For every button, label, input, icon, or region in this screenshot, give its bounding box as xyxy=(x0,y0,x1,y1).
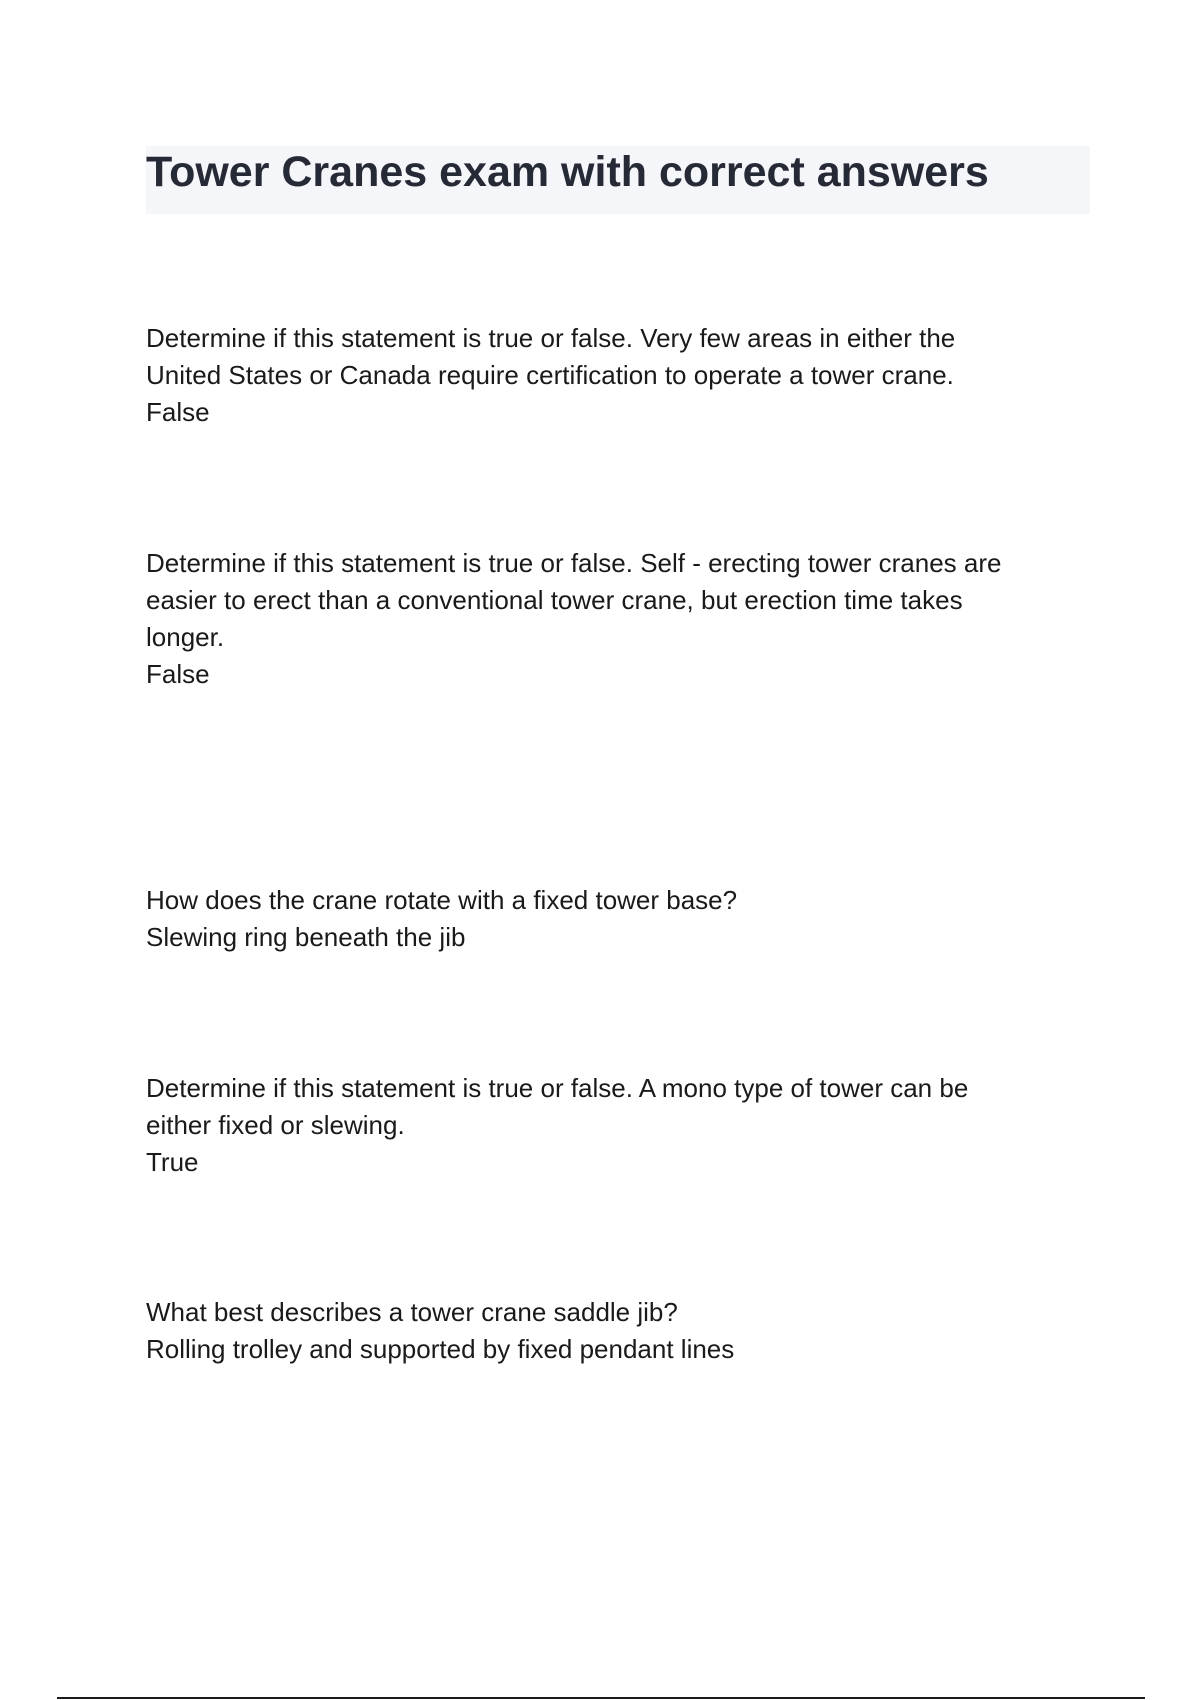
answer-text: Rolling trolley and supported by fixed pendant lines xyxy=(146,1334,735,1364)
question-line: Determine if this statement is true or false. A mono type of tower can be xyxy=(146,1073,969,1103)
question-line: either fixed or slewing. xyxy=(146,1110,405,1140)
document-title: Tower Cranes exam with correct answers xyxy=(146,148,989,196)
qa-item-1 xyxy=(146,320,1086,431)
qa-item-5 xyxy=(146,1294,1086,1368)
qa-item-3 xyxy=(146,882,1086,956)
question-line: What best describes a tower crane saddle jib? xyxy=(146,1297,678,1327)
answer-text: Slewing ring beneath the jib xyxy=(146,922,466,952)
qa-item-4 xyxy=(146,1070,1086,1181)
answer-text: False xyxy=(146,397,210,427)
question-line: How does the crane rotate with a fixed tower base? xyxy=(146,885,738,915)
question-line: United States or Canada require certification to operate a tower crane. xyxy=(146,360,954,390)
question-line: Determine if this statement is true or false. Very few areas in either the xyxy=(146,323,956,353)
answer-text: False xyxy=(146,659,210,689)
qa-item-2 xyxy=(146,545,1086,693)
question-line: longer. xyxy=(146,622,225,652)
question-line: easier to erect than a conventional tower crane, but erection time takes xyxy=(146,585,963,615)
answer-text: True xyxy=(146,1147,199,1177)
footer-divider xyxy=(57,1697,1145,1699)
question-line: Determine if this statement is true or false. Self - erecting tower cranes are xyxy=(146,548,1002,578)
